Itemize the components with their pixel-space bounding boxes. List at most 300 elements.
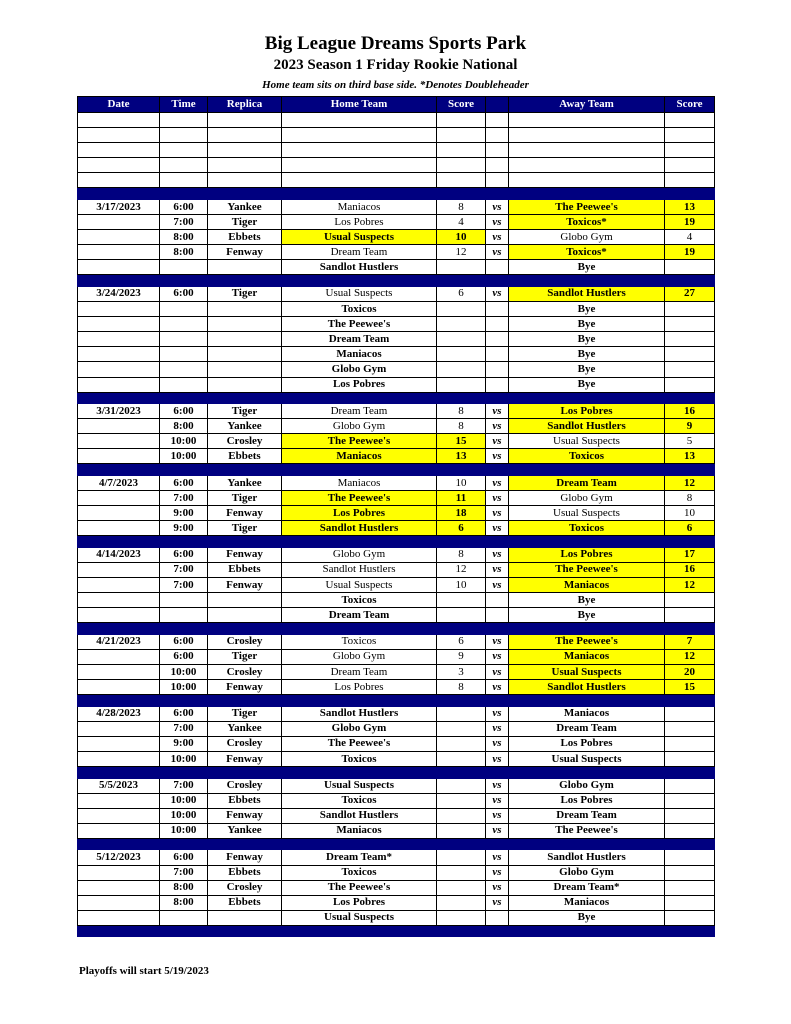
vs-label: vs — [486, 721, 509, 736]
field-replica: Crosley — [208, 434, 282, 449]
game-time: 6:00 — [160, 475, 208, 490]
game-row — [78, 260, 715, 275]
date-cell — [78, 506, 160, 521]
home-team: The Peewee's — [282, 317, 437, 332]
away-team: Bye — [509, 332, 665, 347]
away-team: Toxicos* — [509, 215, 665, 230]
empty-cell — [282, 128, 437, 143]
game-row — [78, 562, 715, 577]
vs-label — [486, 608, 509, 623]
empty-cell — [486, 158, 509, 173]
date-cell — [78, 521, 160, 536]
vs-label — [486, 362, 509, 377]
separator-cell — [665, 464, 715, 476]
game-time: 10:00 — [160, 793, 208, 808]
separator-cell — [486, 925, 509, 937]
game-time: 6:00 — [160, 547, 208, 562]
vs-label: vs — [486, 434, 509, 449]
game-time: 6:00 — [160, 706, 208, 721]
away-score — [665, 347, 715, 362]
date-cell — [78, 865, 160, 880]
empty-cell — [486, 128, 509, 143]
game-time: 7:00 — [160, 721, 208, 736]
empty-cell — [486, 143, 509, 158]
home-score: 12 — [437, 562, 486, 577]
separator-cell — [208, 188, 282, 200]
away-score — [665, 362, 715, 377]
week-separator — [78, 838, 715, 850]
game-row — [78, 721, 715, 736]
vs-label: vs — [486, 491, 509, 506]
home-team: Los Pobres — [282, 895, 437, 910]
game-row — [78, 865, 715, 880]
date-cell — [78, 491, 160, 506]
week-date: 4/14/2023 — [78, 547, 160, 562]
date-cell — [78, 751, 160, 766]
home-team: Los Pobres — [282, 215, 437, 230]
empty-cell — [437, 158, 486, 173]
vs-label: vs — [486, 751, 509, 766]
away-score — [665, 593, 715, 608]
separator-cell — [208, 464, 282, 476]
separator-cell — [160, 275, 208, 287]
game-row — [78, 736, 715, 751]
game-time — [160, 362, 208, 377]
empty-cell — [160, 173, 208, 188]
vs-label: vs — [486, 547, 509, 562]
vs-label: vs — [486, 865, 509, 880]
date-cell — [78, 736, 160, 751]
away-score: 16 — [665, 404, 715, 419]
away-team: Bye — [509, 910, 665, 925]
empty-cell — [282, 158, 437, 173]
vs-label: vs — [486, 506, 509, 521]
separator-cell — [509, 767, 665, 779]
home-team: The Peewee's — [282, 880, 437, 895]
game-time: 7:00 — [160, 562, 208, 577]
home-team: Usual Suspects — [282, 778, 437, 793]
empty-cell — [509, 113, 665, 128]
home-team: Dream Team* — [282, 850, 437, 865]
date-cell — [78, 419, 160, 434]
separator-cell — [486, 838, 509, 850]
schedule-body — [78, 113, 715, 937]
separator-cell — [282, 925, 437, 937]
home-team: Dream Team — [282, 404, 437, 419]
home-score: 8 — [437, 404, 486, 419]
separator-cell — [437, 767, 486, 779]
vs-label — [486, 910, 509, 925]
empty-cell — [78, 143, 160, 158]
away-score — [665, 910, 715, 925]
separator-cell — [509, 695, 665, 707]
date-cell — [78, 347, 160, 362]
field-replica: Tiger — [208, 649, 282, 664]
away-score: 5 — [665, 434, 715, 449]
separator-cell — [665, 695, 715, 707]
home-team: Usual Suspects — [282, 230, 437, 245]
separator-cell — [282, 838, 437, 850]
away-team: Sandlot Hustlers — [509, 850, 665, 865]
week-separator — [78, 767, 715, 779]
away-team: Bye — [509, 317, 665, 332]
field-replica — [208, 302, 282, 317]
game-time: 7:00 — [160, 215, 208, 230]
field-replica: Crosley — [208, 736, 282, 751]
separator-cell — [282, 392, 437, 404]
separator-cell — [486, 275, 509, 287]
empty-cell — [282, 173, 437, 188]
field-replica: Tiger — [208, 404, 282, 419]
separator-cell — [160, 188, 208, 200]
home-score — [437, 778, 486, 793]
home-team: Globo Gym — [282, 419, 437, 434]
vs-label: vs — [486, 199, 509, 214]
date-cell — [78, 260, 160, 275]
away-team: Los Pobres — [509, 547, 665, 562]
home-score — [437, 751, 486, 766]
separator-cell — [282, 275, 437, 287]
vs-label: vs — [486, 404, 509, 419]
game-time: 6:00 — [160, 850, 208, 865]
field-replica: Tiger — [208, 706, 282, 721]
field-replica: Ebbets — [208, 562, 282, 577]
separator-cell — [208, 838, 282, 850]
blank-row — [78, 143, 715, 158]
home-team: Toxicos — [282, 751, 437, 766]
away-team: Toxicos — [509, 449, 665, 464]
away-team: Bye — [509, 260, 665, 275]
game-row — [78, 347, 715, 362]
empty-cell — [665, 113, 715, 128]
vs-label: vs — [486, 578, 509, 593]
vs-label: vs — [486, 521, 509, 536]
home-score: 8 — [437, 680, 486, 695]
blank-row — [78, 158, 715, 173]
away-score — [665, 721, 715, 736]
away-score: 10 — [665, 506, 715, 521]
date-cell — [78, 317, 160, 332]
away-team: The Peewee's — [509, 823, 665, 838]
week-date: 4/21/2023 — [78, 634, 160, 649]
field-replica: Fenway — [208, 578, 282, 593]
header-row — [78, 97, 715, 113]
week-separator — [78, 392, 715, 404]
header-home-score: Score — [437, 97, 486, 113]
away-team: Sandlot Hustlers — [509, 286, 665, 301]
week-date: 5/12/2023 — [78, 850, 160, 865]
empty-cell — [437, 128, 486, 143]
empty-cell — [665, 143, 715, 158]
away-team: Bye — [509, 302, 665, 317]
week-separator — [78, 464, 715, 476]
away-score — [665, 778, 715, 793]
away-score: 8 — [665, 491, 715, 506]
game-time: 7:00 — [160, 578, 208, 593]
empty-cell — [78, 158, 160, 173]
date-cell — [78, 649, 160, 664]
away-score: 12 — [665, 578, 715, 593]
home-score — [437, 302, 486, 317]
date-cell — [78, 434, 160, 449]
home-team: Sandlot Hustlers — [282, 706, 437, 721]
vs-label: vs — [486, 230, 509, 245]
away-team: Bye — [509, 347, 665, 362]
empty-cell — [509, 173, 665, 188]
home-team: Sandlot Hustlers — [282, 808, 437, 823]
field-replica — [208, 362, 282, 377]
home-score: 9 — [437, 649, 486, 664]
empty-cell — [78, 128, 160, 143]
home-team: Sandlot Hustlers — [282, 562, 437, 577]
field-replica: Crosley — [208, 778, 282, 793]
empty-cell — [437, 173, 486, 188]
separator-cell — [509, 464, 665, 476]
game-time: 8:00 — [160, 230, 208, 245]
home-score: 6 — [437, 634, 486, 649]
separator-cell — [437, 838, 486, 850]
game-row — [78, 808, 715, 823]
game-time: 7:00 — [160, 778, 208, 793]
separator-cell — [282, 623, 437, 635]
vs-label — [486, 377, 509, 392]
away-score: 7 — [665, 634, 715, 649]
game-row — [78, 665, 715, 680]
date-cell — [78, 895, 160, 910]
game-row — [78, 332, 715, 347]
header-home-team: Home Team — [282, 97, 437, 113]
game-time: 6:00 — [160, 649, 208, 664]
game-time — [160, 302, 208, 317]
week-date: 3/17/2023 — [78, 199, 160, 214]
week-separator — [78, 275, 715, 287]
field-replica: Yankee — [208, 475, 282, 490]
away-score: 13 — [665, 449, 715, 464]
home-score — [437, 910, 486, 925]
separator-cell — [78, 275, 160, 287]
date-cell — [78, 562, 160, 577]
separator-cell — [509, 392, 665, 404]
field-replica: Tiger — [208, 215, 282, 230]
blank-row — [78, 128, 715, 143]
home-team: Los Pobres — [282, 680, 437, 695]
home-team: Maniacos — [282, 475, 437, 490]
game-time — [160, 260, 208, 275]
home-score: 6 — [437, 286, 486, 301]
game-row — [78, 491, 715, 506]
game-row — [78, 778, 715, 793]
game-time — [160, 332, 208, 347]
empty-cell — [282, 113, 437, 128]
separator-cell — [208, 275, 282, 287]
field-replica — [208, 593, 282, 608]
separator-cell — [78, 925, 160, 937]
playoffs-note: Playoffs will start 5/19/2023 — [79, 965, 209, 977]
away-score — [665, 751, 715, 766]
away-team: Dream Team — [509, 475, 665, 490]
header-vs — [486, 97, 509, 113]
game-row — [78, 895, 715, 910]
vs-label: vs — [486, 895, 509, 910]
away-score — [665, 608, 715, 623]
away-score — [665, 895, 715, 910]
away-team: Maniacos — [509, 706, 665, 721]
date-cell — [78, 332, 160, 347]
week-date: 4/7/2023 — [78, 475, 160, 490]
separator-cell — [665, 767, 715, 779]
vs-label: vs — [486, 419, 509, 434]
date-cell — [78, 880, 160, 895]
home-score: 8 — [437, 547, 486, 562]
away-team: Los Pobres — [509, 404, 665, 419]
home-team: Sandlot Hustlers — [282, 260, 437, 275]
home-score — [437, 736, 486, 751]
away-score — [665, 332, 715, 347]
separator-cell — [208, 536, 282, 548]
home-team: Maniacos — [282, 199, 437, 214]
separator-cell — [160, 464, 208, 476]
home-score — [437, 865, 486, 880]
home-score: 10 — [437, 230, 486, 245]
week-date: 3/24/2023 — [78, 286, 160, 301]
empty-cell — [160, 128, 208, 143]
empty-cell — [486, 173, 509, 188]
home-team: Usual Suspects — [282, 286, 437, 301]
vs-label: vs — [486, 808, 509, 823]
away-team: Los Pobres — [509, 793, 665, 808]
week-date: 3/31/2023 — [78, 404, 160, 419]
field-replica: Ebbets — [208, 895, 282, 910]
vs-label: vs — [486, 823, 509, 838]
field-replica: Tiger — [208, 491, 282, 506]
game-row — [78, 506, 715, 521]
separator-cell — [160, 392, 208, 404]
away-team: Bye — [509, 377, 665, 392]
separator-cell — [486, 464, 509, 476]
field-replica — [208, 317, 282, 332]
vs-label: vs — [486, 880, 509, 895]
game-row — [78, 593, 715, 608]
away-team: Globo Gym — [509, 778, 665, 793]
home-score: 11 — [437, 491, 486, 506]
date-cell — [78, 578, 160, 593]
separator-cell — [437, 623, 486, 635]
vs-label — [486, 260, 509, 275]
field-replica: Crosley — [208, 880, 282, 895]
game-time: 9:00 — [160, 506, 208, 521]
home-score — [437, 880, 486, 895]
away-team: Maniacos — [509, 649, 665, 664]
home-score: 12 — [437, 245, 486, 260]
home-team: Toxicos — [282, 302, 437, 317]
home-team: Maniacos — [282, 823, 437, 838]
field-replica — [208, 332, 282, 347]
away-team: Bye — [509, 593, 665, 608]
game-row — [78, 286, 715, 301]
field-replica: Fenway — [208, 808, 282, 823]
game-row — [78, 377, 715, 392]
vs-label — [486, 317, 509, 332]
away-team: Dream Team* — [509, 880, 665, 895]
week-separator — [78, 925, 715, 937]
home-team: Dream Team — [282, 332, 437, 347]
date-cell — [78, 449, 160, 464]
separator-cell — [665, 536, 715, 548]
game-time — [160, 910, 208, 925]
separator-cell — [486, 392, 509, 404]
game-row — [78, 245, 715, 260]
field-replica: Tiger — [208, 286, 282, 301]
game-time: 8:00 — [160, 419, 208, 434]
game-row — [78, 680, 715, 695]
away-team: The Peewee's — [509, 199, 665, 214]
separator-cell — [665, 623, 715, 635]
blank-row — [78, 113, 715, 128]
separator-cell — [437, 392, 486, 404]
game-time: 8:00 — [160, 245, 208, 260]
separator-cell — [509, 623, 665, 635]
game-time: 10:00 — [160, 680, 208, 695]
vs-label: vs — [486, 793, 509, 808]
away-team: Globo Gym — [509, 491, 665, 506]
empty-cell — [160, 158, 208, 173]
game-time: 10:00 — [160, 808, 208, 823]
away-score — [665, 850, 715, 865]
game-row — [78, 751, 715, 766]
game-row — [78, 419, 715, 434]
field-replica: Ebbets — [208, 230, 282, 245]
empty-cell — [509, 128, 665, 143]
field-replica — [208, 910, 282, 925]
game-row — [78, 880, 715, 895]
home-team: Globo Gym — [282, 649, 437, 664]
game-time: 9:00 — [160, 736, 208, 751]
separator-cell — [665, 188, 715, 200]
away-score — [665, 793, 715, 808]
separator-cell — [486, 623, 509, 635]
home-team: Maniacos — [282, 347, 437, 362]
vs-label: vs — [486, 665, 509, 680]
field-replica: Fenway — [208, 680, 282, 695]
separator-cell — [509, 925, 665, 937]
separator-cell — [437, 695, 486, 707]
away-score: 17 — [665, 547, 715, 562]
separator-cell — [509, 188, 665, 200]
document-subtitle: 2023 Season 1 Friday Rookie National — [273, 57, 518, 73]
empty-cell — [509, 158, 665, 173]
game-time — [160, 347, 208, 362]
away-score: 13 — [665, 199, 715, 214]
game-time — [160, 608, 208, 623]
away-team: Globo Gym — [509, 230, 665, 245]
field-replica — [208, 608, 282, 623]
game-row — [78, 362, 715, 377]
game-time: 10:00 — [160, 665, 208, 680]
separator-cell — [486, 188, 509, 200]
game-time: 6:00 — [160, 286, 208, 301]
away-score — [665, 865, 715, 880]
away-score — [665, 302, 715, 317]
away-score: 20 — [665, 665, 715, 680]
empty-cell — [486, 113, 509, 128]
home-score: 15 — [437, 434, 486, 449]
date-cell — [78, 721, 160, 736]
game-row — [78, 823, 715, 838]
away-score — [665, 317, 715, 332]
empty-cell — [665, 158, 715, 173]
field-replica — [208, 347, 282, 362]
home-score — [437, 823, 486, 838]
